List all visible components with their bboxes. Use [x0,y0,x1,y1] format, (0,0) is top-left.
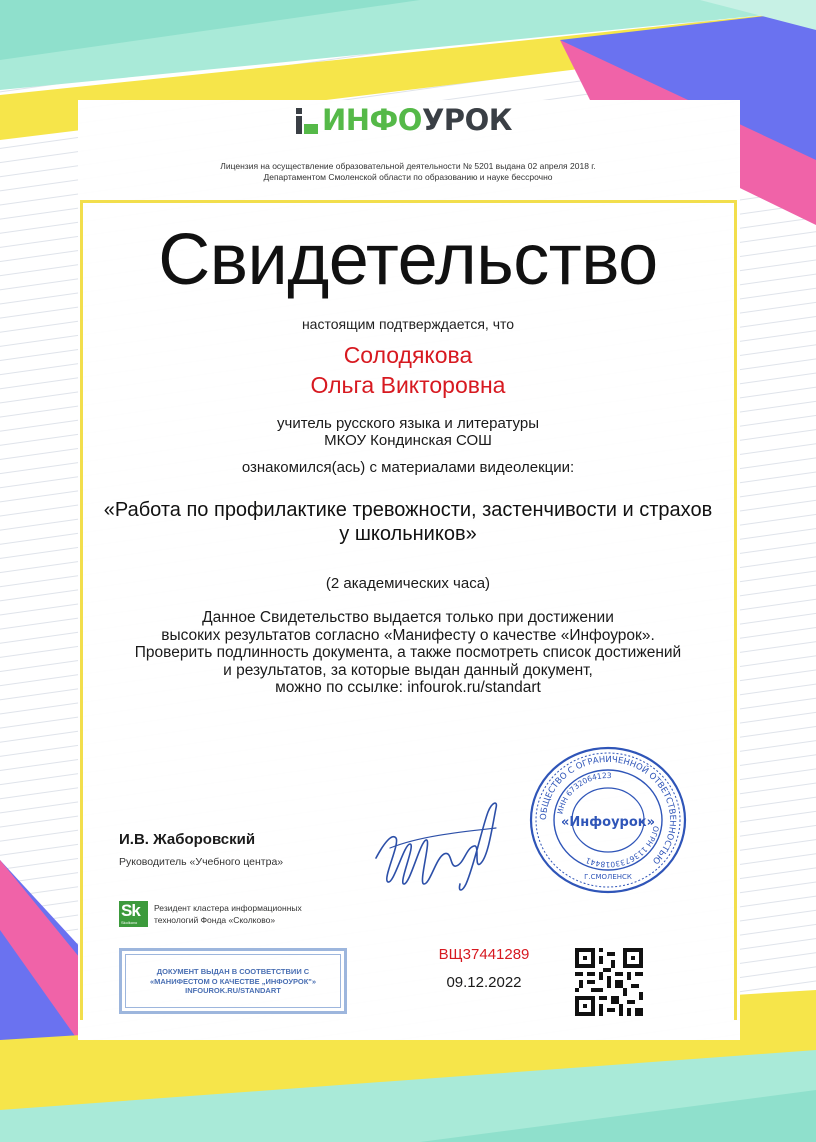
manifest-line-2: «МАНИФЕСТОМ О КАЧЕСТВЕ „ИНФОУРОК"» [149,976,317,986]
document-id: ВЩ37441289 [438,946,530,963]
skolkovo-logo-caption: Skolkovo [121,920,138,925]
course-title [60,498,756,546]
certificate-title: Свидетельство [158,220,658,300]
skolkovo-text [154,902,302,926]
recipient-position: учитель русского языка и литературы [277,415,539,432]
skolkovo-line-2: технологий Фонда «Сколково» [154,915,276,925]
seal-center-text: «Инфоурок» [560,815,656,830]
logo-text-part2: УРОК [421,103,512,137]
notice-line-4: и результатов, за которые выдан данный документ, [223,661,593,679]
skolkovo-logo-mark: Sk [121,901,140,920]
notice-line-1: Данное Свидетельство выдается только при достижении [202,609,614,626]
logo-text-part1: ИНФО [322,103,422,137]
infourok-logo [296,100,512,140]
manifest-line-1: ДОКУМЕНТ ВЫДАН В СООТВЕТСТВИИ С [156,967,310,976]
infourok-logo-icon [296,104,320,136]
seal-inn: ИНН 6732064123 [555,770,612,815]
qr-code[interactable] [575,948,643,1016]
skolkovo-line-1: Резидент кластера информационных [154,903,302,913]
license-line-2: Департаментом Смоленской области по образованию и науке бессрочно [263,172,553,182]
manifest-box [119,948,347,1014]
signer-role: Руководитель «Учебного центра» [119,856,284,868]
official-seal [527,745,689,895]
recipient-surname: Солодякова [343,342,473,368]
license-line-1: Лицензия на осуществление образовательной деятельности № 5201 выдана 02 апреля 2018 г. [220,161,596,171]
intro-text: настоящим подтверждается, что [301,316,515,332]
seal-outer-text: ОБЩЕСТВО С ОГРАНИЧЕННОЙ ОТВЕТСТВЕННОСТЬЮ [538,754,678,866]
notice-line-2: высоких результатов согласно «Манифесту о качестве «Инфоурок». [161,626,655,644]
issue-date: 09.12.2022 [446,974,522,991]
recipient-given-names: Ольга Викторовна [310,372,506,398]
recipient-organization: МКОУ Кондинская СОШ [324,432,492,449]
notice-line-3: Проверить подлинность документа, а также посмотреть список достижений [134,644,682,661]
notice-block [60,609,756,697]
notice-line-5: можно по ссылке: infourok.ru/standart [275,679,541,696]
signer-name: И.В. Жаборовский [119,831,256,848]
manifest-line-3: INFOUROK.RU/STANDART [185,986,281,995]
handwritten-signature [370,788,510,898]
svg-text:ОГРН 1136733018441 [584,825,660,869]
seal-city: Г.СМОЛЕНСК [584,873,632,881]
action-text: ознакомился(ась) с материалами видеолекции: [241,459,575,476]
course-hours: (2 академических часа) [325,575,491,592]
course-title-line-1: «Работа по профилактике тревожности, застенчивости и страхов [103,499,713,521]
skolkovo-logo [119,901,148,927]
seal-ogrn: ОГРН 1136733018441 [584,825,661,870]
course-title-line-2: у школьников» [339,523,477,545]
